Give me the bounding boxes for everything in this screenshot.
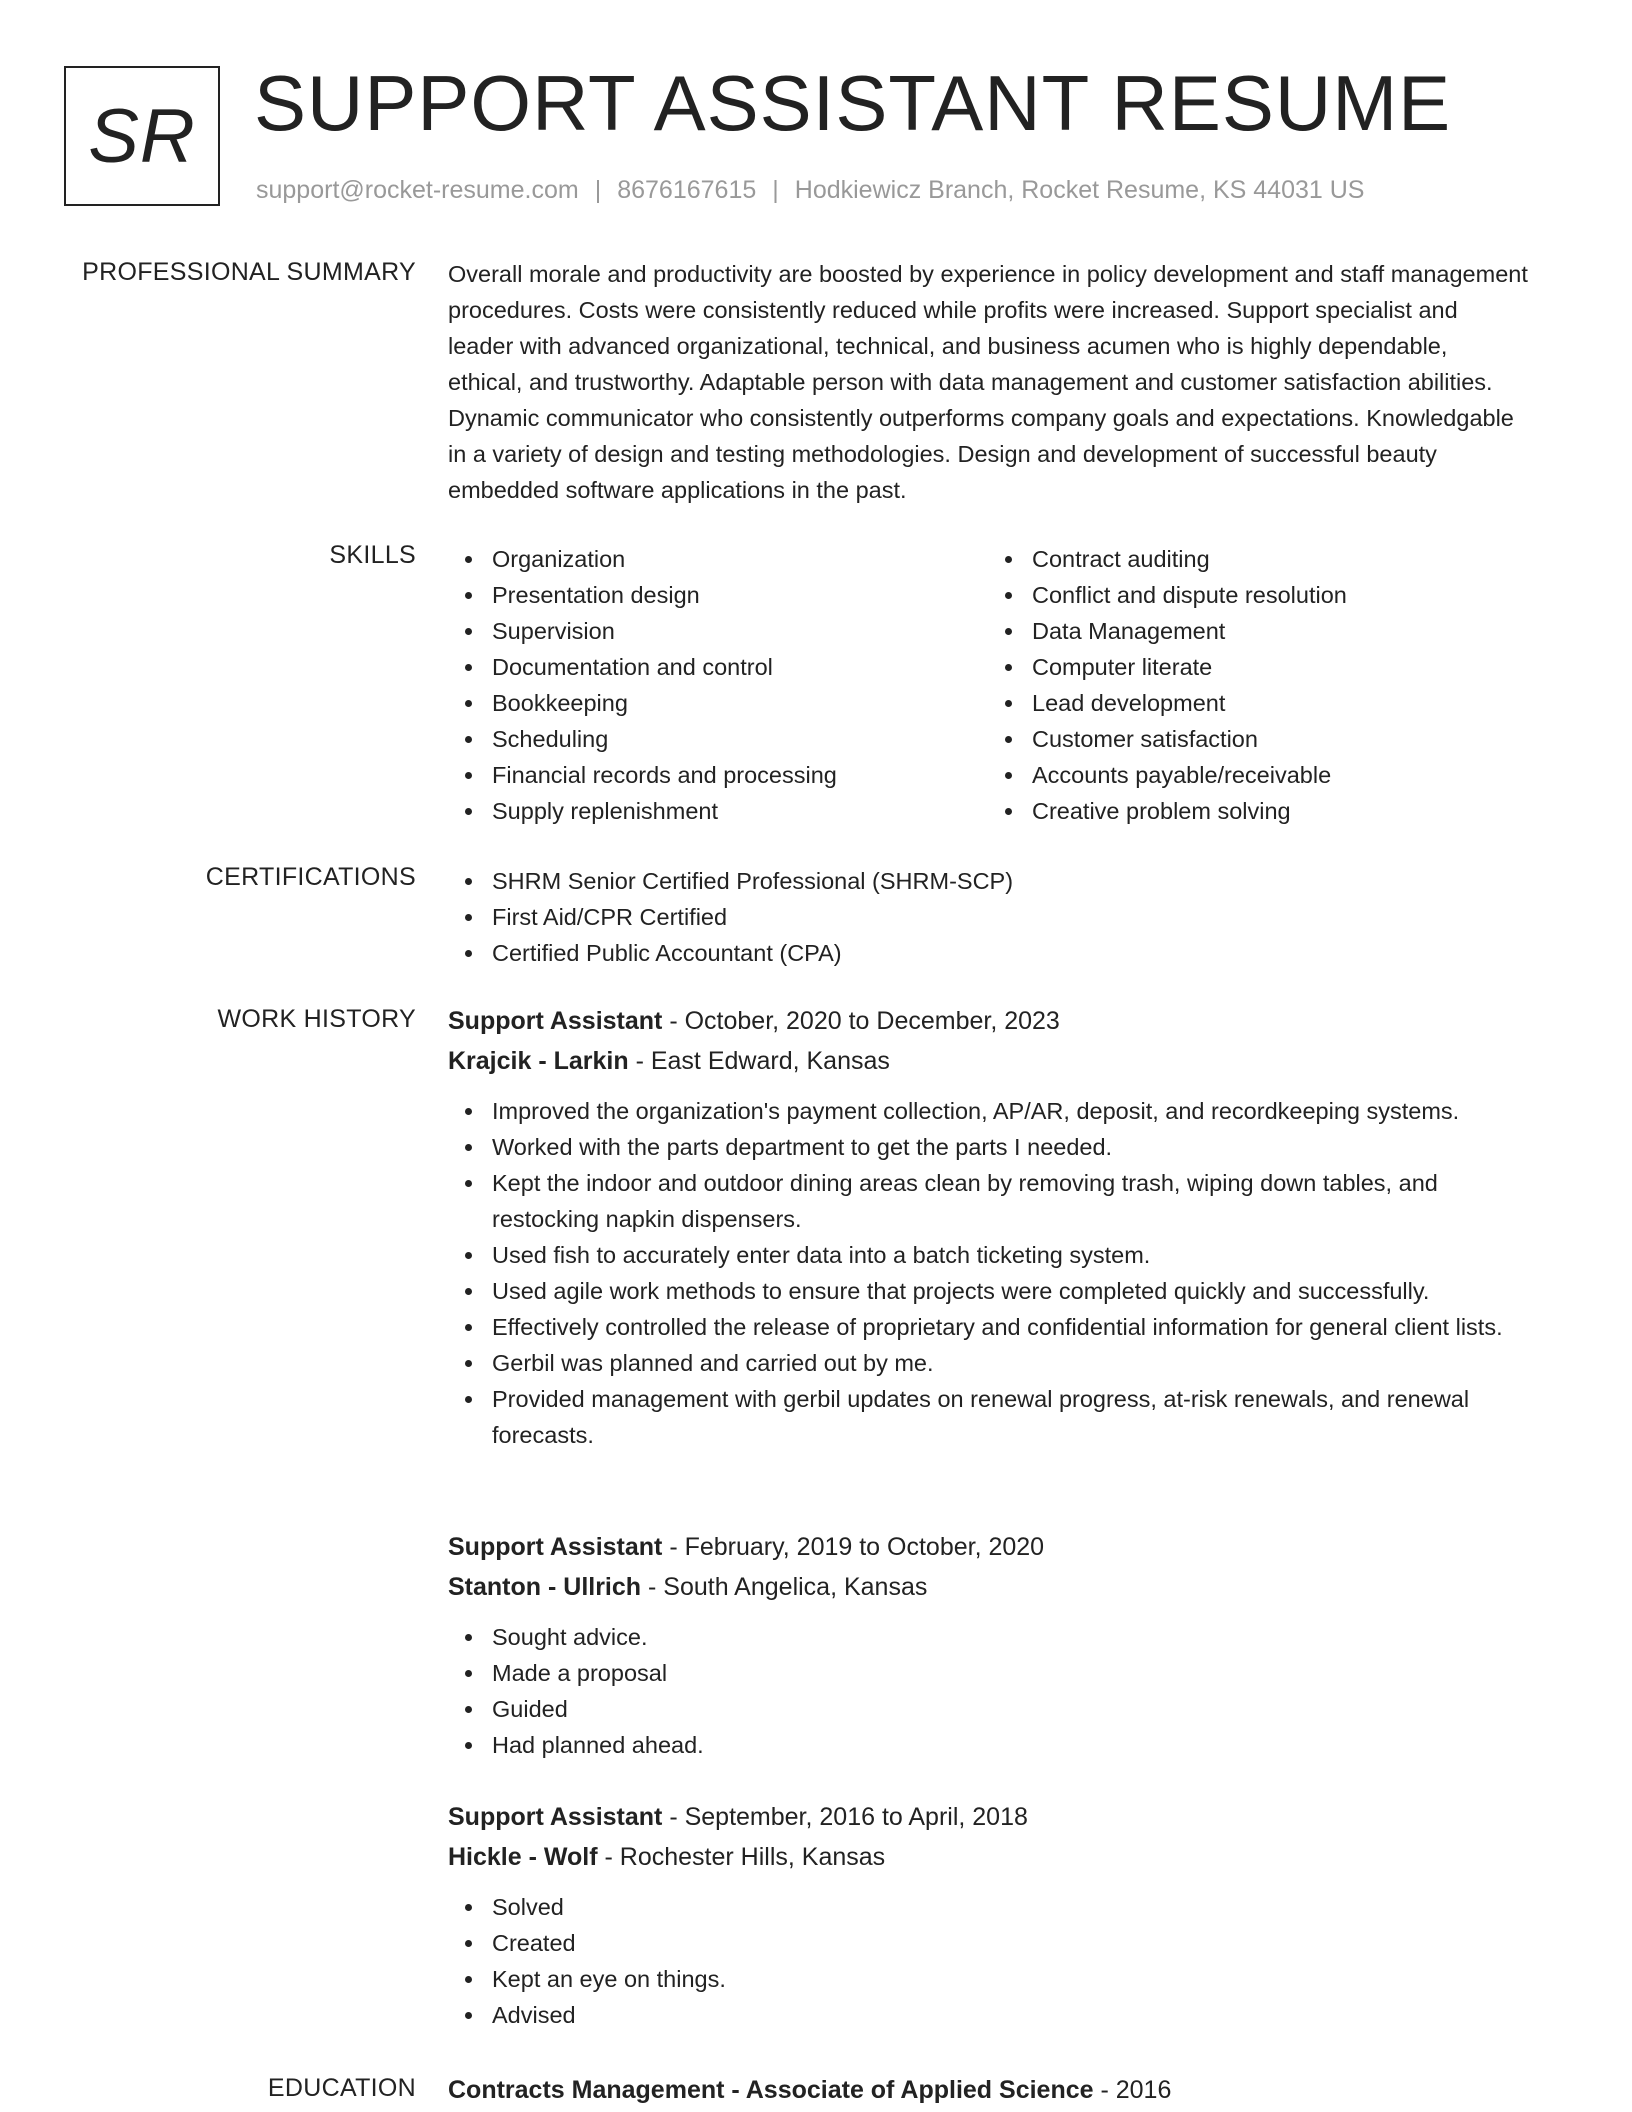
job-duty: Provided management with gerbil updates on renewal progress, at-risk renewals, and renewal forecasts. bbox=[492, 1381, 1528, 1453]
skill-item: Supply replenishment bbox=[492, 793, 988, 829]
education-body bbox=[448, 2070, 1528, 2110]
job-title: Support Assistant bbox=[448, 1007, 663, 1035]
education-degree: Contracts Management - Associate of Applied Science bbox=[448, 2076, 1094, 2104]
job-duty: Worked with the parts department to get the parts I needed. bbox=[492, 1129, 1528, 1165]
section-label-summary: PROFESSIONAL SUMMARY bbox=[82, 258, 416, 286]
job-entry bbox=[448, 1527, 1528, 1763]
job-duty: Used fish to accurately enter data into a batch ticketing system. bbox=[492, 1237, 1528, 1273]
skill-item: Data Management bbox=[1032, 613, 1528, 649]
job-title: Support Assistant bbox=[448, 1533, 663, 1561]
job-location: - South Angelica, Kansas bbox=[641, 1573, 928, 1601]
job-company-line bbox=[448, 1041, 1528, 1081]
certifications-list bbox=[448, 863, 1528, 971]
job-duties-list bbox=[448, 1889, 1528, 2033]
skills-grid bbox=[448, 541, 1528, 829]
job-entry bbox=[448, 1797, 1528, 2033]
job-dates: - September, 2016 to April, 2018 bbox=[662, 1803, 1028, 1831]
skill-item: Lead development bbox=[1032, 685, 1528, 721]
job-duty: Made a proposal bbox=[492, 1655, 1528, 1691]
job-company: Stanton - Ullrich bbox=[448, 1573, 642, 1601]
skills-list-right bbox=[988, 541, 1528, 829]
skill-item: Creative problem solving bbox=[1032, 793, 1528, 829]
contact-separator: | bbox=[772, 176, 779, 204]
job-duty: Improved the organization's payment collection, AP/AR, deposit, and recordkeeping systems. bbox=[492, 1093, 1528, 1129]
skill-item: Financial records and processing bbox=[492, 757, 988, 793]
education-year: - 2016 bbox=[1093, 2076, 1172, 2104]
job-title-line bbox=[448, 1527, 1528, 1567]
job-duty: Guided bbox=[492, 1691, 1528, 1727]
job-duty: Effectively controlled the release of proprietary and confidential information for general client lists. bbox=[492, 1309, 1528, 1345]
job-company-line bbox=[448, 1567, 1528, 1607]
contact-line bbox=[256, 176, 1364, 205]
skill-item: Conflict and dispute resolution bbox=[1032, 577, 1528, 613]
skill-item: Presentation design bbox=[492, 577, 988, 613]
job-duty: Solved bbox=[492, 1889, 1528, 1925]
certifications-body bbox=[448, 863, 1528, 971]
skill-item: Documentation and control bbox=[492, 649, 988, 685]
job-company-line bbox=[448, 1837, 1528, 1877]
education-line bbox=[448, 2070, 1528, 2110]
job-duty: Gerbil was planned and carried out by me. bbox=[492, 1345, 1528, 1381]
skills-list-left bbox=[448, 541, 988, 829]
certification-item: Certified Public Accountant (CPA) bbox=[492, 935, 1528, 971]
contact-address: Hodkiewicz Branch, Rocket Resume, KS 44031 US bbox=[794, 176, 1365, 204]
section-label-skills: SKILLS bbox=[329, 541, 416, 569]
skill-item: Accounts payable/receivable bbox=[1032, 757, 1528, 793]
skill-item: Supervision bbox=[492, 613, 988, 649]
page-title: SUPPORT ASSISTANT RESUME bbox=[254, 59, 1452, 147]
contact-email: support@rocket-resume.com bbox=[256, 176, 579, 204]
job-duty: Created bbox=[492, 1925, 1528, 1961]
job-duty: Had planned ahead. bbox=[492, 1727, 1528, 1763]
skill-item: Customer satisfaction bbox=[1032, 721, 1528, 757]
job-title-line bbox=[448, 1797, 1528, 1837]
contact-separator: | bbox=[594, 176, 602, 204]
job-duty: Advised bbox=[492, 1997, 1528, 2033]
monogram-badge: SR bbox=[64, 66, 220, 206]
section-label-education: EDUCATION bbox=[267, 2074, 416, 2102]
skill-item: Organization bbox=[492, 541, 988, 577]
job-entry bbox=[448, 1001, 1528, 1453]
skill-item: Contract auditing bbox=[1032, 541, 1528, 577]
certification-item: SHRM Senior Certified Professional (SHRM-SCP) bbox=[492, 863, 1528, 899]
skill-item: Bookkeeping bbox=[492, 685, 988, 721]
job-duty: Used agile work methods to ensure that projects were completed quickly and successfully. bbox=[492, 1273, 1528, 1309]
job-duties-list bbox=[448, 1093, 1528, 1453]
job-dates: - October, 2020 to December, 2023 bbox=[662, 1007, 1060, 1035]
job-company: Hickle - Wolf bbox=[448, 1843, 598, 1871]
section-label-certifications: CERTIFICATIONS bbox=[205, 863, 416, 891]
job-location: - East Edward, Kansas bbox=[628, 1047, 890, 1075]
job-dates: - February, 2019 to October, 2020 bbox=[662, 1533, 1045, 1561]
job-location: - Rochester Hills, Kansas bbox=[597, 1843, 886, 1871]
job-duty: Kept an eye on things. bbox=[492, 1961, 1528, 1997]
job-title-line bbox=[448, 1001, 1528, 1041]
job-title: Support Assistant bbox=[448, 1803, 663, 1831]
job-duty: Kept the indoor and outdoor dining areas clean by removing trash, wiping down tables, and restocking napkin dispensers. bbox=[492, 1165, 1528, 1237]
job-company: Krajcik - Larkin bbox=[448, 1047, 629, 1075]
section-label-work-history: WORK HISTORY bbox=[217, 1005, 416, 1033]
certification-item: First Aid/CPR Certified bbox=[492, 899, 1528, 935]
job-duties-list bbox=[448, 1619, 1528, 1763]
skill-item: Scheduling bbox=[492, 721, 988, 757]
skill-item: Computer literate bbox=[1032, 649, 1528, 685]
contact-phone: 8676167615 bbox=[617, 176, 757, 204]
summary-text: Overall morale and productivity are boosted by experience in policy development and staff management procedures. Costs were consistently reduced while profits were increased. Support specialist and leader with advanced organizational, technical, and business acumen who is highly dependable, ethical, and trustworthy. Adaptable person with data management and customer satisfaction abilities. Dynamic communicator who consistently outperforms company goals and expectations. Knowledgable in a variety of design and testing methodologies. Design and development of successful beauty embedded software applications in the past. bbox=[448, 261, 1528, 503]
job-duty: Sought advice. bbox=[492, 1619, 1528, 1655]
